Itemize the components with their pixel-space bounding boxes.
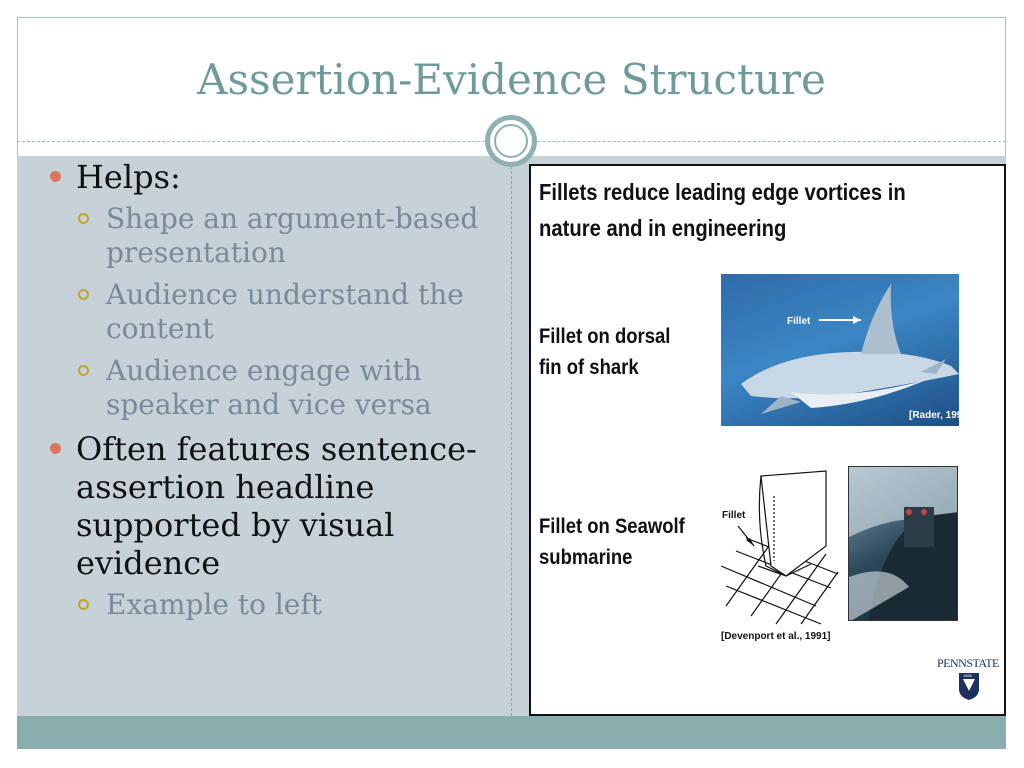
pennstate-wordmark: PENNSTATE	[937, 656, 999, 670]
ornament-circle-core	[494, 124, 528, 158]
sub-bullet-item	[46, 354, 486, 422]
sub-bullet-text: Example to left	[106, 588, 322, 621]
bullet-text: Often features sentence-assertion headline supported by visual evidence	[76, 430, 477, 582]
sub-bullet-text: Audience understand the content	[106, 278, 464, 345]
sub-bullet-ring-icon	[78, 213, 89, 224]
pennstate-shield-icon	[957, 671, 981, 701]
bullet-dot-icon	[50, 443, 61, 454]
pennstate-logo	[937, 656, 997, 712]
shark-citation: [Rader, 1997]	[909, 410, 972, 421]
shark-label: Fillet on dorsal fin of shark	[539, 325, 671, 379]
sub-bullet-ring-icon	[78, 289, 89, 300]
sub-bullet-item	[46, 588, 486, 622]
submarine-label: Fillet on Seawolf submarine	[539, 515, 685, 569]
shark-photo	[721, 274, 959, 426]
evidence-figure	[529, 164, 1006, 716]
bullet-item	[46, 158, 486, 196]
sub-bullet-text: Shape an argument-based presentation	[106, 202, 479, 269]
submarine-citation: [Devenport et al., 1991]	[721, 631, 831, 642]
fillet-tag-small: Fillet	[722, 510, 746, 521]
fillet-tag: Fillet	[787, 316, 811, 327]
bullet-dot-icon	[50, 171, 61, 182]
sub-bullet-ring-icon	[78, 599, 89, 610]
bullet-text: Helps:	[76, 158, 181, 196]
bullet-item	[46, 430, 486, 582]
sub-bullet-item	[46, 278, 486, 346]
submarine-illustration-icon	[849, 467, 958, 621]
bullet-list	[46, 158, 486, 630]
submarine-photo	[848, 466, 958, 621]
evidence-headline: Fillets reduce leading edge vortices in nature and in engineering	[539, 179, 906, 241]
footer-band	[17, 716, 1006, 749]
sub-bullet-item	[46, 202, 486, 270]
fillet-diagram-icon	[716, 466, 841, 626]
slide-title: Assertion-Evidence Structure	[197, 55, 826, 104]
sub-bullet-text: Audience engage with speaker and vice versa	[106, 354, 432, 421]
shark-illustration-icon	[721, 274, 959, 426]
sub-bullet-ring-icon	[78, 365, 89, 376]
column-divider	[511, 156, 512, 716]
pennstate-year: 1855	[963, 673, 972, 678]
